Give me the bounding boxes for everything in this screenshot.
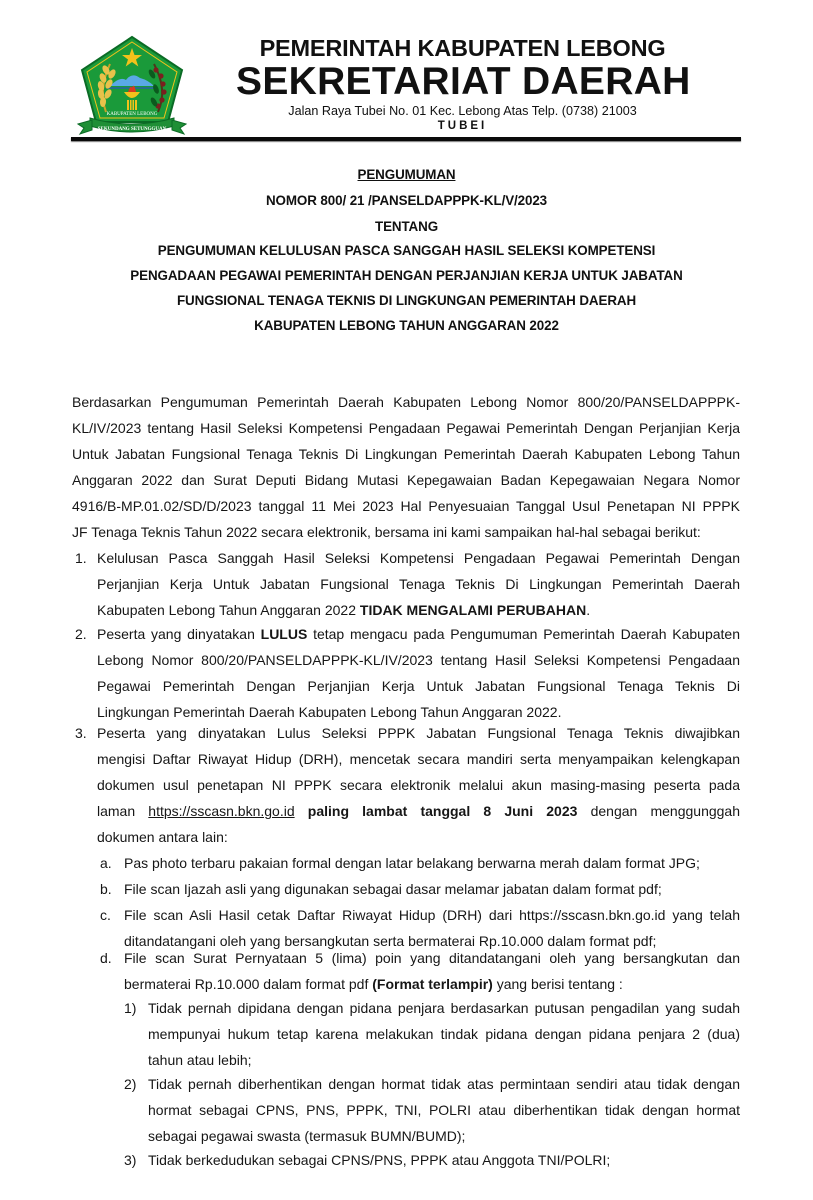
- sub-a-line: Pas photo terbaru pakaian formal dengan latar belakang berwarna merah dalam format JPG;: [124, 855, 700, 871]
- sub-d: [124, 945, 740, 997]
- statement-2: [148, 1071, 740, 1149]
- emblem-motto-text: SEKUNDANG SETUNGGUAN: [97, 127, 167, 132]
- statement-2-line: Tidak pernah diberhentikan dengan hormat tidak atas permintaan sendiri atau tidak dengan: [148, 1076, 740, 1092]
- office-name: SEKRETARIAT DAERAH: [236, 60, 691, 103]
- point-2: [97, 621, 740, 725]
- intro-line: Untuk Jabatan Fungsional Tenaga Teknis Di Lingkungan Pemerintah Daerah Kabupaten Lebong Tahun: [72, 446, 740, 462]
- point-2-line: Lebong Nomor 800/20/PANSELDAPPPK-KL/IV/2023 tentang Hasil Seleksi Kompetensi Pengadaan: [97, 652, 740, 668]
- sub-b: [124, 876, 740, 902]
- point-3-line: [97, 798, 740, 824]
- point-1-line: Kelulusan Pasca Sanggah Hasil Seleksi Kompetensi Pengadaan Pegawai Pemerintah Dengan: [97, 550, 740, 566]
- point-2-number: 2.: [75, 626, 87, 642]
- sscasn-link[interactable]: https://sscasn.bkn.go.id: [148, 803, 295, 819]
- sub-a: [124, 850, 740, 876]
- point-3-text: dengan menggunggah: [590, 803, 740, 819]
- point-3-line: dokumen antara lain:: [97, 829, 228, 845]
- intro-paragraph: [72, 389, 740, 545]
- point-3-number: 3.: [75, 725, 87, 741]
- sub-d-marker: d.: [100, 950, 112, 966]
- statement-1-marker: 1): [124, 1000, 137, 1016]
- statement-1-line: mempunyai hukum tetap karena melakukan tindak pidana dengan pidana penjara 2 (dua): [148, 1026, 740, 1042]
- government-name: PEMERINTAH KABUPATEN LEBONG: [259, 35, 666, 61]
- kabupaten-lebong-emblem-icon: [76, 34, 188, 138]
- point-2-text: tetap mengacu pada Pengumuman Pemerintah Daerah Kabupaten: [307, 626, 740, 642]
- point-3: [97, 720, 740, 850]
- point-2-emphasis: LULUS: [260, 626, 308, 642]
- sub-d-line: [124, 971, 740, 997]
- format-attached-emphasis: (Format terlampir): [372, 976, 493, 992]
- announcement-subject-line: KABUPATEN LEBONG TAHUN ANGGARAN 2022: [254, 318, 559, 333]
- point-1-text: .: [586, 602, 591, 618]
- sub-d-text: yang berisi tentang :: [492, 976, 623, 992]
- statement-3-line: Tidak berkedudukan sebagai CPNS/PNS, PPPK atau Anggota TNI/POLRI;: [148, 1152, 611, 1168]
- point-3-line: Peserta yang dinyatakan Lulus Seleksi PPPK Jabatan Fungsional Tenaga Teknis diwajibkan: [97, 725, 740, 741]
- intro-line: Anggaran 2022 dan Surat Deputi Bidang Mutasi Kepegawaian Badan Kepegawaian Negara Nomor: [72, 472, 740, 488]
- sub-c-line: File scan Asli Hasil cetak Daftar Riwayat Hidup (DRH) dari https://sscasn.bkn.go.id yang telah: [124, 907, 740, 923]
- sub-c-marker: c.: [100, 907, 111, 923]
- intro-line: 4916/B-MP.01.02/SD/D/2023 tanggal 11 Mei 2023 Hal Penyesuaian Tanggal Usul Penetapan NI PPPK: [72, 498, 740, 514]
- sub-b-line: File scan Ijazah asli yang digunakan sebagai dasar melamar jabatan dalam format pdf;: [124, 881, 662, 897]
- statement-3-marker: 3): [124, 1152, 137, 1168]
- point-3-text: laman: [97, 803, 149, 819]
- announcement-subject-line: PENGUMUMAN KELULUSAN PASCA SANGGAH HASIL SELEKSI KOMPETENSI: [157, 243, 656, 258]
- statement-1: [148, 995, 740, 1073]
- sub-c-line: ditandatangani oleh yang bersangkutan serta bermaterai Rp.10.000 dalam format pdf;: [124, 933, 657, 949]
- sub-b-marker: b.: [100, 881, 112, 897]
- point-1-line: Perjanjian Kerja Untuk Jabatan Fungsional Tenaga Teknis Di Lingkungan Pemerintah Daerah: [97, 576, 740, 592]
- point-1-number: 1.: [75, 550, 87, 566]
- sub-d-text: bermaterai Rp.10.000 dalam format pdf: [124, 976, 373, 992]
- point-3-line: mengisi Daftar Riwayat Hidup (DRH), mencetak secara mandiri serta menyampaikan kelengkapan: [97, 751, 740, 767]
- sub-d-line: File scan Surat Pernyataan 5 (lima) poin yang ditandatangani oleh yang bersangkutan dan: [124, 950, 740, 966]
- statement-2-line: sebagai pegawai swasta (termasuk BUMN/BUMD);: [148, 1128, 466, 1144]
- point-2-line: Pegawai Pemerintah Dengan Perjanjian Kerja Untuk Jabatan Fungsional Tenaga Teknis Di: [97, 678, 740, 694]
- point-1-text: Kabupaten Lebong Tahun Anggaran 2022: [97, 602, 360, 618]
- point-2-line: Lingkungan Pemerintah Daerah Kabupaten Lebong Tahun Anggaran 2022.: [97, 704, 562, 720]
- point-1-line: [97, 597, 740, 623]
- point-3-line: dokumen usul penetapan NI PPPK secara elektronik melalui akun masing-masing peserta pada: [97, 777, 740, 793]
- intro-line: Berdasarkan Pengumuman Pemerintah Daerah Kabupaten Lebong Nomor 800/20/PANSELDAPPPK-: [72, 394, 740, 410]
- point-1-emphasis: TIDAK MENGALAMI PERUBAHAN: [359, 602, 587, 618]
- announcement-about: TENTANG: [374, 219, 439, 234]
- statement-2-marker: 2): [124, 1076, 137, 1092]
- point-1: [97, 545, 740, 623]
- statement-1-line: Tidak pernah dipidana dengan pidana penjara berdasarkan putusan pengadilan yang sudah: [148, 1000, 740, 1016]
- intro-line: KL/IV/2023 tentang Hasil Seleksi Kompetensi Pengadaan Pegawai Pemerintah Dengan Perjanjian Kerja: [72, 420, 740, 436]
- deadline-emphasis: paling lambat tanggal 8 Juni 2023: [307, 803, 578, 819]
- statement-2-line: hormat sebagai CPNS, PNS, PPPK, TNI, POLRI atau diberhentikan tidak dengan hormat: [148, 1102, 740, 1118]
- intro-line: JF Tenaga Teknis Tahun 2022 secara elektronik, bersama ini kami sampaikan hal-hal sebagai berikut:: [72, 524, 701, 540]
- announcement-subject-line: FUNGSIONAL TENAGA TEKNIS DI LINGKUNGAN PEMERINTAH DAERAH: [176, 293, 637, 308]
- statement-1-line: tahun atau lebih;: [148, 1052, 252, 1068]
- point-2-text: Peserta yang dinyatakan: [97, 626, 261, 642]
- letterhead-divider: [71, 137, 741, 141]
- office-address: Jalan Raya Tubei No. 01 Kec. Lebong Atas Telp. (0738) 21003: [288, 104, 637, 118]
- announcement-number: NOMOR 800/ 21 /PANSELDAPPPK-KL/V/2023: [265, 193, 548, 208]
- emblem-ribbon-text: KABUPATEN LEBONG: [106, 112, 158, 117]
- sub-a-marker: a.: [100, 855, 112, 871]
- announcement-heading: PENGUMUMAN: [357, 167, 456, 182]
- announcement-subject-line: PENGADAAN PEGAWAI PEMERINTAH DENGAN PERJANJIAN KERJA UNTUK JABATAN: [130, 268, 683, 283]
- statement-3: [148, 1147, 740, 1173]
- office-city: TUBEI: [437, 120, 488, 132]
- point-2-line: [97, 621, 740, 647]
